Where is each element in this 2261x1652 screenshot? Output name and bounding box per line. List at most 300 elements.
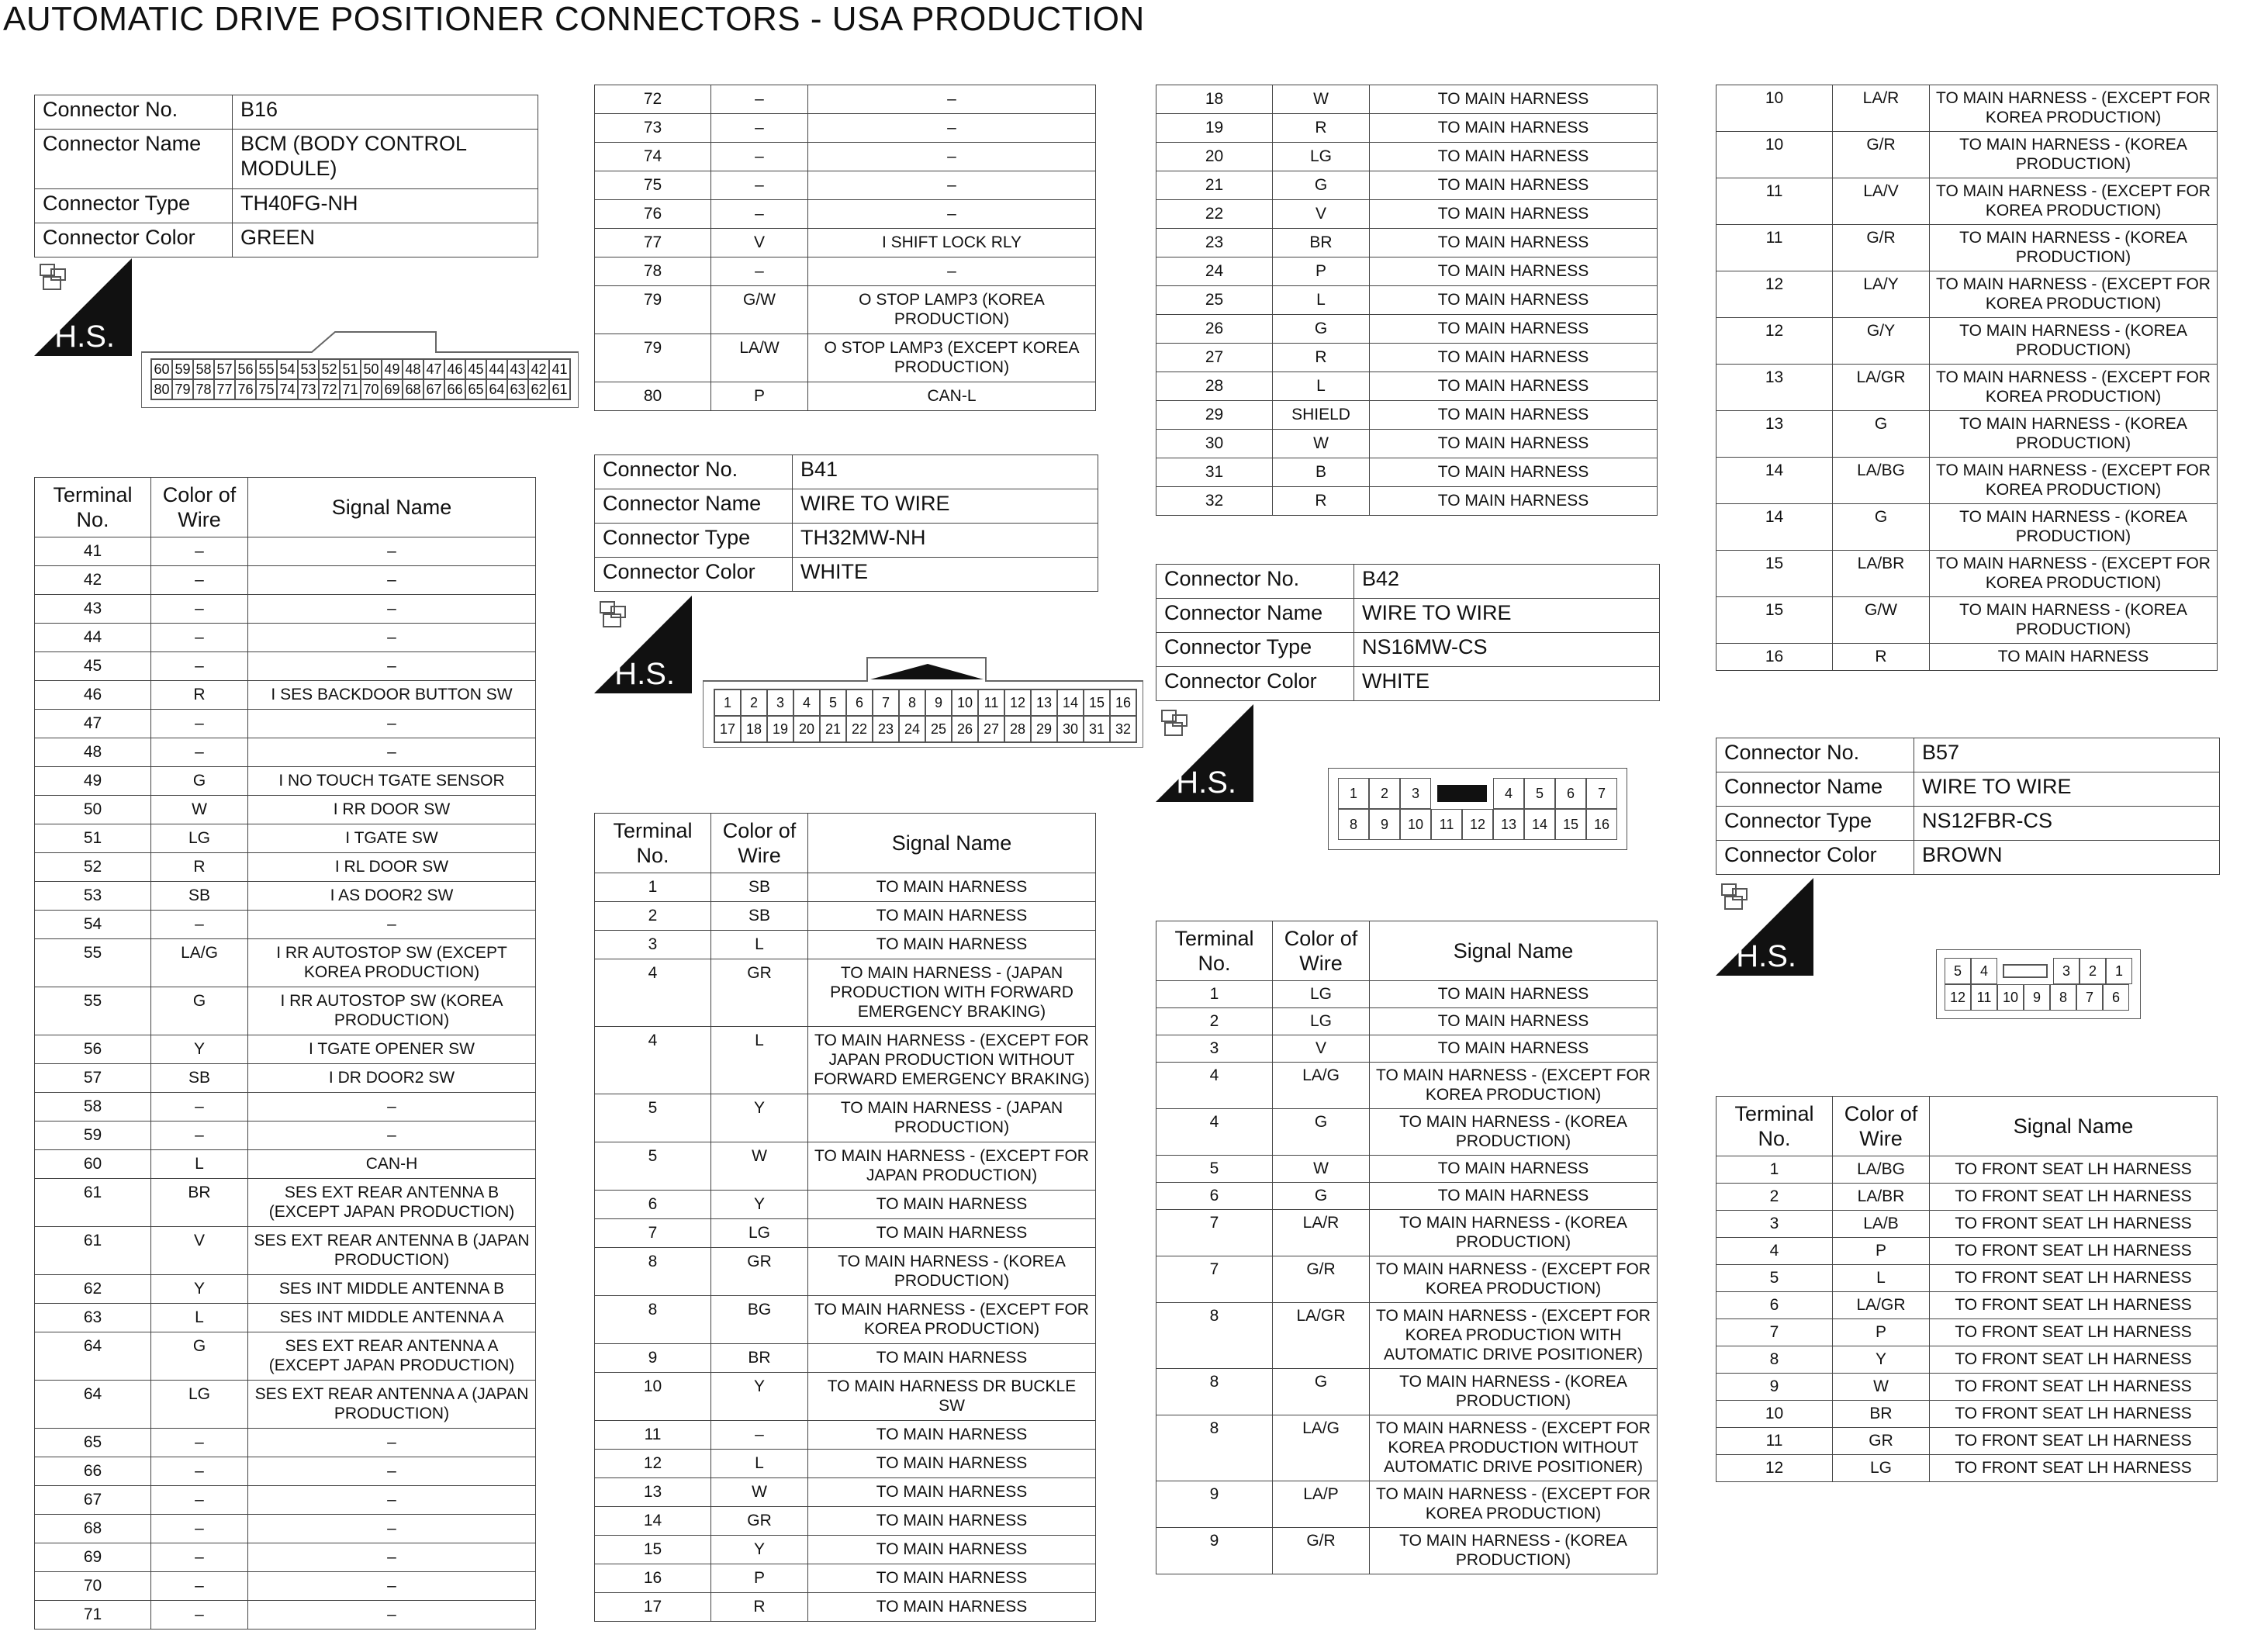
- signal-name-cell: TO FRONT SEAT LH HARNESS: [1930, 1265, 2218, 1292]
- terminal-no-cell: 5: [1156, 1156, 1273, 1183]
- terminal-no-cell: 56: [35, 1035, 151, 1064]
- table-row: [35, 767, 536, 796]
- pin-cell: 6: [846, 689, 873, 716]
- table-row: [1716, 597, 2218, 644]
- wire-color-cell: R: [151, 681, 248, 710]
- pin-cell: 59: [172, 359, 193, 379]
- table-row: [35, 1429, 536, 1457]
- signal-name-header: Signal Name: [248, 478, 536, 537]
- signal-name-cell: TO MAIN HARNESS: [808, 1564, 1096, 1593]
- signal-name-cell: CAN-H: [248, 1150, 536, 1179]
- table-row: [595, 1373, 1096, 1421]
- terminal-no-cell: 62: [35, 1275, 151, 1304]
- connector-info-b41: [594, 454, 1098, 592]
- terminal-no-cell: 61: [35, 1179, 151, 1227]
- wire-color-cell: –: [151, 566, 248, 595]
- wire-color-cell: LG: [151, 1381, 248, 1429]
- table-row: [1716, 1265, 2218, 1292]
- wire-color-cell: LA/BR: [1833, 551, 1930, 597]
- wire-color-cell: –: [711, 85, 808, 114]
- wire-color-cell: Y: [711, 1373, 808, 1421]
- pin-cell: 11: [978, 689, 1004, 716]
- table-row: [1156, 1156, 1658, 1183]
- pin-cell: 7: [2076, 984, 2103, 1011]
- table-row: [595, 931, 1096, 959]
- terminal-table-b42: [1156, 921, 1658, 1574]
- signal-name-cell: TO MAIN HARNESS - (EXCEPT FOR KOREA PRODUCTION WITHOUT AUTOMATIC DRIVE POSITIONER): [1370, 1415, 1658, 1481]
- signal-name-cell: –: [248, 652, 536, 681]
- signal-name-cell: TO MAIN HARNESS: [808, 1507, 1096, 1536]
- wire-color-cell: BR: [1273, 229, 1370, 257]
- signal-name-cell: –: [808, 257, 1096, 286]
- signal-name-cell: –: [808, 114, 1096, 143]
- wire-color-cell: R: [1273, 114, 1370, 143]
- table-header: [35, 478, 536, 537]
- pin-cell: 43: [507, 359, 528, 379]
- signal-name-cell: –: [248, 1515, 536, 1543]
- wire-color-cell: G/R: [1833, 132, 1930, 178]
- signal-name-cell: TO MAIN HARNESS: [808, 902, 1096, 931]
- table-row: [1716, 271, 2218, 318]
- signal-name-cell: TO MAIN HARNESS - (KOREA PRODUCTION): [1930, 318, 2218, 365]
- table-row: [35, 595, 536, 624]
- terminal-no-cell: 5: [1716, 1265, 1833, 1292]
- wire-color-header: Color of Wire: [1833, 1097, 1930, 1156]
- terminal-no-cell: 9: [1156, 1481, 1273, 1528]
- signal-name-cell: –: [808, 200, 1096, 229]
- signal-name-cell: TO MAIN HARNESS - (EXCEPT FOR KOREA PRODUCTION): [1930, 85, 2218, 132]
- signal-name-cell: TO MAIN HARNESS - (EXCEPT FOR KOREA PRODUCTION): [1930, 271, 2218, 318]
- connector-name-label: Connector Name: [1156, 599, 1354, 633]
- pin-cell: 8: [899, 689, 925, 716]
- table-row: [1156, 85, 1658, 114]
- terminal-no-cell: 79: [595, 334, 711, 382]
- signal-name-cell: I DR DOOR2 SW: [248, 1064, 536, 1093]
- pin-cell: 15: [1555, 809, 1586, 840]
- signal-name-cell: I SES BACKDOOR BUTTON SW: [248, 681, 536, 710]
- wire-color-cell: P: [711, 1564, 808, 1593]
- table-row: [1156, 401, 1658, 430]
- harness-side-badge: [594, 596, 692, 693]
- terminal-no-cell: 4: [1156, 1063, 1273, 1109]
- harness-side-badge: [1716, 878, 1813, 976]
- table-row: [1156, 1369, 1658, 1415]
- terminal-no-cell: 66: [35, 1457, 151, 1486]
- signal-name-cell: TO MAIN HARNESS - (KOREA PRODUCTION): [808, 1248, 1096, 1296]
- signal-name-cell: TO MAIN HARNESS - (EXCEPT FOR KOREA PRODUCTION): [1930, 458, 2218, 504]
- table-row: [1716, 1292, 2218, 1319]
- wire-color-cell: G/W: [711, 286, 808, 334]
- wire-color-cell: –: [151, 1572, 248, 1601]
- table-row: [1156, 1035, 1658, 1063]
- signal-name-cell: TO MAIN HARNESS - (EXCEPT FOR KOREA PRODUCTION): [1370, 1063, 1658, 1109]
- signal-name-cell: TO MAIN HARNESS: [1370, 401, 1658, 430]
- table-header: [1716, 1097, 2218, 1156]
- terminal-no-cell: 10: [1716, 132, 1833, 178]
- signal-name-cell: TO MAIN HARNESS - (JAPAN PRODUCTION WITH FORWARD EMERGENCY BRAKING): [808, 959, 1096, 1027]
- terminal-no-cell: 18: [1156, 85, 1273, 114]
- terminal-no-cell: 10: [1716, 85, 1833, 132]
- pin-cell: 12: [1945, 984, 1971, 1011]
- wire-color-cell: G: [1273, 1369, 1370, 1415]
- terminal-no-cell: 2: [1716, 1184, 1833, 1211]
- connector-name-value: BCM (BODY CONTROL MODULE): [233, 130, 538, 189]
- pin-cell: 22: [846, 716, 873, 742]
- terminal-no-cell: 45: [35, 652, 151, 681]
- wire-color-cell: W: [1273, 85, 1370, 114]
- terminal-table-b57: [1716, 1096, 2218, 1482]
- wire-color-cell: –: [151, 1543, 248, 1572]
- signal-name-cell: TO FRONT SEAT LH HARNESS: [1930, 1238, 2218, 1265]
- pin-cell: 6: [2103, 984, 2129, 1011]
- wire-color-cell: V: [1273, 1035, 1370, 1063]
- signal-name-cell: O STOP LAMP3 (KOREA PRODUCTION): [808, 286, 1096, 334]
- pin-cell: 55: [256, 359, 277, 379]
- terminal-no-cell: 48: [35, 738, 151, 767]
- signal-name-cell: –: [248, 710, 536, 738]
- pin-cell: 2: [741, 689, 767, 716]
- pin-cell: 10: [1400, 809, 1431, 840]
- signal-name-header: Signal Name: [1370, 921, 1658, 981]
- signal-name-cell: TO MAIN HARNESS: [1370, 200, 1658, 229]
- table-row: [595, 1421, 1096, 1450]
- wire-color-cell: Y: [711, 1094, 808, 1142]
- pin-cell: 71: [340, 379, 361, 399]
- terminal-no-cell: 31: [1156, 458, 1273, 487]
- terminal-no-cell: 9: [595, 1344, 711, 1373]
- wire-color-header: Color of Wire: [1273, 921, 1370, 981]
- signal-name-cell: TO MAIN HARNESS - (KOREA PRODUCTION): [1930, 132, 2218, 178]
- wire-color-cell: Y: [711, 1536, 808, 1564]
- signal-name-cell: I RR AUTOSTOP SW (KOREA PRODUCTION): [248, 987, 536, 1035]
- wire-color-cell: B: [1273, 458, 1370, 487]
- terminal-no-cell: 49: [35, 767, 151, 796]
- terminal-no-cell: 26: [1156, 315, 1273, 344]
- signal-name-cell: –: [248, 566, 536, 595]
- pin-cell: 28: [1004, 716, 1031, 742]
- terminal-no-cell: 58: [35, 1093, 151, 1121]
- table-row: [595, 959, 1096, 1027]
- connector-face-b42: [1328, 768, 1627, 850]
- connector-type-label: Connector Type: [35, 189, 233, 223]
- terminal-no-cell: 8: [1156, 1415, 1273, 1481]
- pin-cell: 75: [256, 379, 277, 399]
- wire-color-cell: LA/G: [151, 939, 248, 987]
- table-row: [35, 1064, 536, 1093]
- signal-name-cell: –: [808, 143, 1096, 171]
- wire-color-cell: LA/BR: [1833, 1184, 1930, 1211]
- signal-name-cell: TO FRONT SEAT LH HARNESS: [1930, 1319, 2218, 1346]
- terminal-no-cell: 11: [1716, 178, 1833, 225]
- pin-cell: 14: [1524, 809, 1555, 840]
- wire-color-cell: –: [151, 738, 248, 767]
- wire-color-cell: W: [1833, 1374, 1930, 1401]
- pin-cell: 8: [2050, 984, 2076, 1011]
- terminal-no-cell: 6: [595, 1191, 711, 1219]
- table-row: [1156, 344, 1658, 372]
- wire-color-cell: G: [1273, 315, 1370, 344]
- pin-cell: 24: [899, 716, 925, 742]
- signal-name-cell: –: [808, 85, 1096, 114]
- wire-color-cell: R: [711, 1593, 808, 1622]
- terminal-no-cell: 8: [1156, 1369, 1273, 1415]
- wire-color-cell: GR: [1833, 1428, 1930, 1455]
- terminal-no-cell: 55: [35, 939, 151, 987]
- signal-name-cell: TO MAIN HARNESS: [1370, 487, 1658, 516]
- wire-color-cell: R: [151, 853, 248, 882]
- table-row: [1156, 1528, 1658, 1574]
- table-row: [595, 1344, 1096, 1373]
- terminal-no-cell: 2: [1156, 1008, 1273, 1035]
- terminal-no-cell: 3: [1156, 1035, 1273, 1063]
- hs-triangle-icon: [594, 596, 692, 693]
- pin-cell: 13: [1493, 809, 1524, 840]
- signal-name-cell: TO MAIN HARNESS: [1370, 114, 1658, 143]
- table-row: [595, 1296, 1096, 1344]
- pin-cell: 5: [1945, 958, 1971, 984]
- table-row: [35, 911, 536, 939]
- table-row: [595, 1027, 1096, 1094]
- signal-name-cell: TO MAIN HARNESS - (KOREA PRODUCTION): [1930, 504, 2218, 551]
- connector-name-label: Connector Name: [35, 130, 233, 189]
- table-row: [35, 1035, 536, 1064]
- pin-cell: 41: [549, 359, 570, 379]
- wire-color-cell: W: [1273, 430, 1370, 458]
- terminal-no-cell: 3: [1716, 1211, 1833, 1238]
- signal-name-cell: I TGATE SW: [248, 824, 536, 853]
- table-row: [1716, 504, 2218, 551]
- pin-cell: 42: [528, 359, 549, 379]
- wire-color-cell: LA/GR: [1833, 365, 1930, 411]
- pin-cell: 80: [151, 379, 172, 399]
- pin-cell: 2: [1369, 778, 1400, 809]
- terminal-no-cell: 65: [35, 1429, 151, 1457]
- terminal-no-cell: 11: [1716, 1428, 1833, 1455]
- signal-name-cell: TO MAIN HARNESS: [1370, 229, 1658, 257]
- signal-name-cell: TO MAIN HARNESS: [1370, 458, 1658, 487]
- wire-color-cell: LA/P: [1273, 1481, 1370, 1528]
- table-row: [595, 229, 1096, 257]
- table-row: [595, 1248, 1096, 1296]
- pin-row: [151, 359, 570, 379]
- terminal-no-cell: 4: [1716, 1238, 1833, 1265]
- wire-color-cell: W: [151, 796, 248, 824]
- connector-face-b57: [1936, 949, 2141, 1019]
- terminal-no-cell: 75: [595, 171, 711, 200]
- table-row: [35, 566, 536, 595]
- harness-side-badge: [34, 258, 132, 356]
- pin-cell: 49: [382, 359, 403, 379]
- pin-cell: 17: [714, 716, 741, 742]
- connector-info-b16: [34, 95, 538, 257]
- signal-name-cell: TO MAIN HARNESS - (JAPAN PRODUCTION): [808, 1094, 1096, 1142]
- pin-cell: 26: [952, 716, 978, 742]
- pin-cell: 69: [382, 379, 403, 399]
- pin-cell: 12: [1462, 809, 1493, 840]
- wire-color-cell: –: [151, 595, 248, 624]
- pin-cell: 25: [925, 716, 952, 742]
- signal-name-cell: TO MAIN HARNESS - (KOREA PRODUCTION): [1930, 597, 2218, 644]
- signal-name-cell: SES EXT REAR ANTENNA A (JAPAN PRODUCTION): [248, 1381, 536, 1429]
- connector-name-value: WIRE TO WIRE: [1914, 772, 2220, 807]
- terminal-table-b16-part1: [34, 477, 536, 1630]
- terminal-no-cell: 59: [35, 1121, 151, 1150]
- signal-name-cell: O STOP LAMP3 (EXCEPT KOREA PRODUCTION): [808, 334, 1096, 382]
- wire-color-cell: G: [1273, 1109, 1370, 1156]
- wire-color-cell: L: [711, 931, 808, 959]
- terminal-no-cell: 22: [1156, 200, 1273, 229]
- signal-name-cell: TO MAIN HARNESS - (EXCEPT FOR KOREA PRODUCTION): [1370, 1481, 1658, 1528]
- table-row: [35, 987, 536, 1035]
- signal-name-cell: –: [248, 1429, 536, 1457]
- table-row: [1716, 132, 2218, 178]
- table-row: [595, 334, 1096, 382]
- table-row: [1156, 171, 1658, 200]
- wire-color-cell: W: [711, 1478, 808, 1507]
- table-row: [35, 939, 536, 987]
- terminal-no-cell: 29: [1156, 401, 1273, 430]
- pin-cell: 9: [2024, 984, 2050, 1011]
- table-row: [35, 1381, 536, 1429]
- table-row: [35, 1457, 536, 1486]
- signal-name-cell: TO MAIN HARNESS - (EXCEPT FOR KOREA PRODUCTION WITH AUTOMATIC DRIVE POSITIONER): [1370, 1303, 1658, 1369]
- pin-cell: 7: [873, 689, 899, 716]
- terminal-no-cell: 20: [1156, 143, 1273, 171]
- signal-name-cell: TO MAIN HARNESS: [808, 1478, 1096, 1507]
- signal-name-cell: TO MAIN HARNESS: [1370, 171, 1658, 200]
- pin-cell: 1: [1338, 778, 1369, 809]
- table-row: [1156, 143, 1658, 171]
- pin-cell: 10: [1997, 984, 2024, 1011]
- connector-info-b57: [1716, 738, 2220, 875]
- terminal-no-cell: 68: [35, 1515, 151, 1543]
- hs-triangle-icon: [34, 258, 132, 356]
- wire-color-cell: BR: [151, 1179, 248, 1227]
- terminal-no-cell: 23: [1156, 229, 1273, 257]
- connector-type-label: Connector Type: [1716, 807, 1914, 841]
- wire-color-cell: G/R: [1273, 1256, 1370, 1303]
- wire-color-cell: V: [1273, 200, 1370, 229]
- key-slot: [2003, 964, 2048, 978]
- wire-color-cell: P: [1273, 257, 1370, 286]
- pin-cell: 8: [1338, 809, 1369, 840]
- signal-name-cell: TO MAIN HARNESS - (EXCEPT FOR JAPAN PRODUCTION): [808, 1142, 1096, 1191]
- table-row: [595, 85, 1096, 114]
- terminal-no-cell: 4: [1156, 1109, 1273, 1156]
- pin-cell: 57: [214, 359, 235, 379]
- table-row: [35, 1093, 536, 1121]
- connector-face-b16: [141, 326, 579, 408]
- table-row: [35, 537, 536, 566]
- pin-cell: 4: [793, 689, 820, 716]
- pin-cell: 15: [1084, 689, 1110, 716]
- signal-name-cell: TO MAIN HARNESS: [808, 1536, 1096, 1564]
- wire-color-cell: BR: [1833, 1401, 1930, 1428]
- wire-color-cell: LA/GR: [1273, 1303, 1370, 1369]
- harness-side-badge: [1156, 704, 1253, 802]
- wire-color-cell: G: [1833, 411, 1930, 458]
- signal-name-cell: TO MAIN HARNESS - (EXCEPT FOR JAPAN PRODUCTION WITHOUT FORWARD EMERGENCY BRAKING): [808, 1027, 1096, 1094]
- table-row: [595, 171, 1096, 200]
- wire-color-cell: –: [151, 911, 248, 939]
- wire-color-cell: –: [151, 1515, 248, 1543]
- signal-name-cell: TO FRONT SEAT LH HARNESS: [1930, 1374, 2218, 1401]
- table-row: [35, 1121, 536, 1150]
- terminal-no-cell: 78: [595, 257, 711, 286]
- table-row: [35, 681, 536, 710]
- signal-name-cell: TO FRONT SEAT LH HARNESS: [1930, 1292, 2218, 1319]
- terminal-no-cell: 10: [595, 1373, 711, 1421]
- signal-name-cell: TO FRONT SEAT LH HARNESS: [1930, 1455, 2218, 1482]
- wire-color-cell: LA/BG: [1833, 1156, 1930, 1184]
- pin-row: [714, 689, 1136, 716]
- pin-cell: 48: [403, 359, 424, 379]
- signal-name-cell: TO MAIN HARNESS: [1370, 372, 1658, 401]
- table-row: [595, 1564, 1096, 1593]
- pin-cell: 76: [235, 379, 256, 399]
- wire-color-header: Color of Wire: [151, 478, 248, 537]
- pin-cell: 18: [741, 716, 767, 742]
- table-row: [595, 873, 1096, 902]
- pin-cell: 1: [2106, 958, 2132, 984]
- signal-name-cell: TO MAIN HARNESS - (EXCEPT FOR KOREA PRODUCTION): [1930, 551, 2218, 597]
- pin-cell: 7: [1586, 778, 1617, 809]
- signal-name-cell: –: [248, 1543, 536, 1572]
- wire-color-cell: L: [711, 1450, 808, 1478]
- wire-color-cell: R: [1833, 644, 1930, 671]
- table-row: [595, 1450, 1096, 1478]
- terminal-no-cell: 60: [35, 1150, 151, 1179]
- terminal-no-cell: 5: [595, 1142, 711, 1191]
- table-row: [35, 1179, 536, 1227]
- table-row: [35, 1515, 536, 1543]
- terminal-no-cell: 52: [35, 853, 151, 882]
- wire-color-cell: G: [151, 1332, 248, 1381]
- pin-row: [151, 379, 570, 399]
- table-row: [35, 882, 536, 911]
- wire-color-cell: –: [151, 1486, 248, 1515]
- connector-no-label: Connector No.: [595, 455, 793, 489]
- wire-color-cell: LG: [711, 1219, 808, 1248]
- signal-name-cell: –: [248, 911, 536, 939]
- signal-name-cell: TO MAIN HARNESS: [1370, 1156, 1658, 1183]
- wire-color-cell: –: [711, 143, 808, 171]
- pin-cell: 63: [507, 379, 528, 399]
- pin-cell: 31: [1084, 716, 1110, 742]
- pin-row: [1338, 778, 1617, 809]
- table-row: [35, 1486, 536, 1515]
- terminal-no-cell: 9: [1716, 1374, 1833, 1401]
- wire-color-header: Color of Wire: [711, 814, 808, 873]
- table-row: [1716, 225, 2218, 271]
- pin-cell: 53: [298, 359, 319, 379]
- wire-color-cell: –: [711, 1421, 808, 1450]
- pin-cell: 11: [1971, 984, 1997, 1011]
- wire-color-cell: G: [151, 987, 248, 1035]
- table-row: [1716, 1238, 2218, 1265]
- pin-cell: 3: [767, 689, 793, 716]
- connector-face-b41: [703, 653, 1143, 748]
- wire-color-cell: LG: [1273, 143, 1370, 171]
- signal-name-cell: –: [808, 171, 1096, 200]
- signal-name-cell: TO MAIN HARNESS - (KOREA PRODUCTION): [1930, 411, 2218, 458]
- wire-color-cell: L: [1273, 372, 1370, 401]
- signal-name-cell: TO FRONT SEAT LH HARNESS: [1930, 1401, 2218, 1428]
- terminal-no-cell: 14: [1716, 458, 1833, 504]
- signal-name-cell: I AS DOOR2 SW: [248, 882, 536, 911]
- connector-color-label: Connector Color: [595, 558, 793, 592]
- table-row: [595, 1478, 1096, 1507]
